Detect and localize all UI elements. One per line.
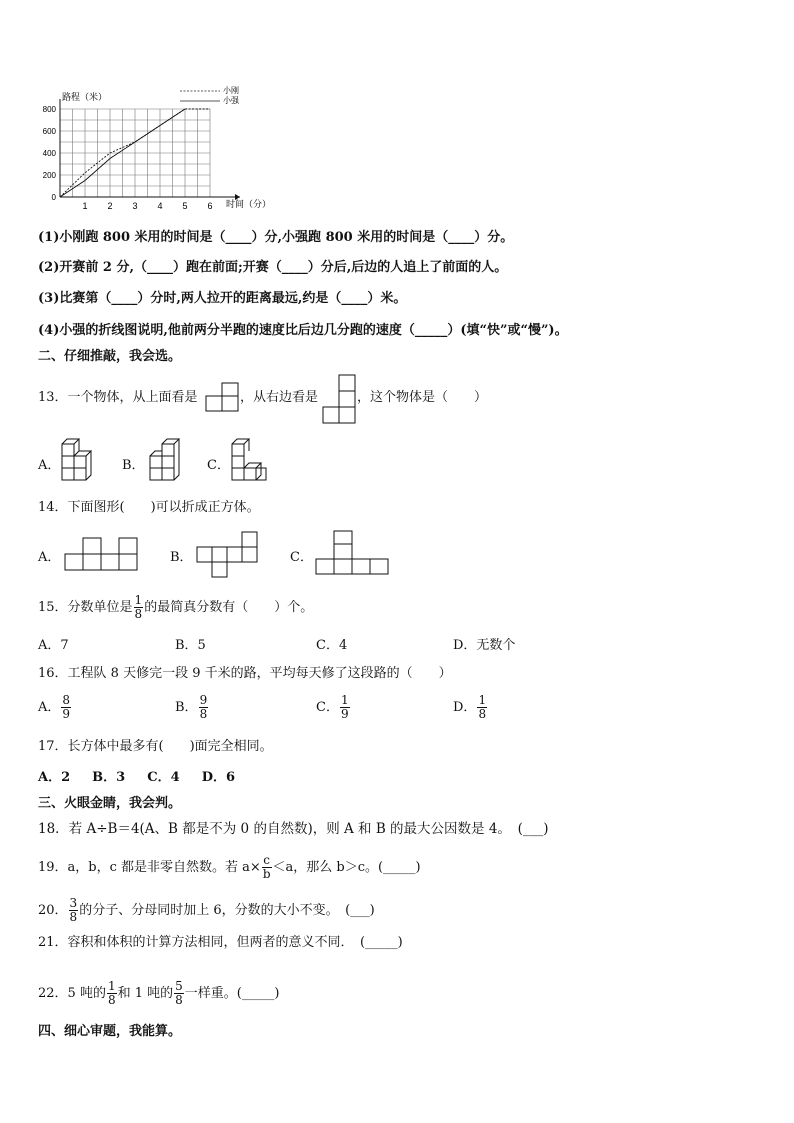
q15-option-a[interactable]: A．7: [38, 638, 69, 653]
q12-part1: (1)小刚跑 800 米用的时间是（____）分,小强跑 800 米用的时间是（____）分。: [38, 230, 514, 245]
question-18: 18．若 A÷B＝4(A、B 都是不为 0 的自然数)，则 A 和 B 的最大公因数是 4。 (___): [38, 821, 549, 837]
q12-part4: (4)小强的折线图说明,他前两分半跑的速度比后边几分跑的速度（_____）(填“快”或“慢”)。: [38, 323, 568, 338]
q13-text-a: 13．一个物体，从上面看是: [38, 390, 198, 405]
q16-option-b[interactable]: B． $\frac{9}{8}$: [175, 693, 208, 721]
q14-option-c-net: [315, 530, 389, 576]
q14-option-b-label[interactable]: B．: [170, 550, 193, 565]
x-tick-label: 1: [82, 201, 88, 211]
y-tick-label: 800: [42, 105, 56, 114]
x-tick-label: 5: [182, 201, 188, 211]
question-19: 19．a，b，c 都是非零自然数。若 a× $\frac{c}{b}$ ＜a，那么 b＞c。(_____): [38, 853, 421, 881]
q13-option-c-label[interactable]: C．: [207, 458, 230, 473]
q16-option-d[interactable]: D． $\frac{1}{8}$: [453, 693, 487, 721]
y-tick-label: 200: [42, 171, 56, 180]
q13-option-b-cubes: [144, 438, 184, 482]
question-13: [38, 389, 198, 407]
question-21: 21．容积和体积的计算方法相同，但两者的意义不同． (_____): [38, 935, 403, 950]
section-2-heading: 二、仔细推敲，我会选。: [38, 349, 182, 364]
y-tick-label: 400: [42, 149, 56, 158]
q13-option-c-cubes: [228, 438, 268, 482]
x-axis-label: 时间（分）: [226, 199, 272, 209]
q13-text-c: ，这个物体是（ ）: [357, 390, 488, 405]
q15-text-b: 的最简真分数有（ ）个。: [144, 600, 314, 615]
x-tick-label: 2: [107, 201, 113, 211]
question-16: 16．工程队 8 天修完一段 9 千米的路，平均每天修了这段路的（ ）: [38, 666, 452, 681]
q14-option-a-net: [64, 537, 138, 571]
question-22: 22．5 吨的 $\frac{1}{8}$ 和 1 吨的 $\frac{5}{8}$ 一样重。(_____): [38, 979, 280, 1007]
legend-label-xiaoqiang: 小强: [223, 96, 239, 105]
question-14: 14．下面图形( )可以折成正方体。: [38, 500, 260, 515]
q14-option-c-label[interactable]: C．: [290, 550, 313, 565]
legend-label-xiaogang: 小刚: [223, 86, 239, 95]
x-tick-label: 4: [157, 201, 163, 211]
question-17: 17．长方体中最多有( )面完全相同。: [38, 739, 273, 754]
chart-axes: [60, 99, 240, 200]
y-tick-label: 600: [42, 127, 56, 136]
fraction-one-eighth-b: $\frac{1}{8}$: [107, 979, 116, 1007]
q16-option-c[interactable]: C． $\frac{1}{9}$: [316, 693, 349, 721]
q14-option-a-label[interactable]: A．: [38, 550, 61, 565]
q13-option-a-label[interactable]: A．: [38, 458, 61, 473]
q12-part2: (2)开赛前 2 分,（____）跑在前面;开赛（____）分后,后边的人追上了前面的人。: [38, 260, 508, 275]
chart-grid: [60, 109, 210, 197]
top-view-figure: [205, 382, 239, 412]
q15-option-c[interactable]: C．4: [316, 638, 348, 653]
y-tick-label: 0: [51, 193, 56, 202]
y-axis-label: 路程（米）: [62, 92, 108, 102]
q13-option-a-cubes: [58, 438, 98, 482]
section-3-heading: 三、火眼金睛，我会判。: [38, 796, 182, 811]
q13-text-b: ，从右边看是: [240, 390, 319, 405]
distance-time-chart: [30, 82, 280, 212]
q15-option-b[interactable]: B．5: [175, 638, 206, 653]
section-4-heading: 四、细心审题，我能算。: [38, 1024, 182, 1039]
x-tick-label: 3: [132, 201, 138, 211]
q12-part3: (3)比赛第（____）分时,两人拉开的距离最远,约是（____）米。: [38, 291, 407, 306]
question-20: 20． $\frac{3}{8}$ 的分子、分母同时加上 6，分数的大小不变。 (___): [38, 896, 375, 924]
x-tick-label: 6: [207, 201, 213, 211]
fraction-c-over-b: $\frac{c}{b}$: [262, 853, 271, 881]
fraction-one-eighth: $\frac{1}{8}$: [134, 593, 143, 621]
right-view-figure: [322, 374, 356, 424]
q17-options[interactable]: A．2 B．3 C．4 D．6: [38, 770, 236, 785]
fraction-three-eighths: $\frac{3}{8}$: [69, 896, 78, 924]
q16-option-a[interactable]: A． $\frac{8}{9}$: [38, 693, 71, 721]
fraction-five-eighths: $\frac{5}{8}$: [175, 979, 183, 1007]
question-15: [38, 594, 313, 621]
q13-option-b-label[interactable]: B．: [122, 458, 145, 473]
q15-text-a: 15．分数单位是: [38, 600, 133, 615]
q15-option-d[interactable]: D．无数个: [453, 638, 516, 653]
q14-option-b-net: [196, 530, 260, 580]
